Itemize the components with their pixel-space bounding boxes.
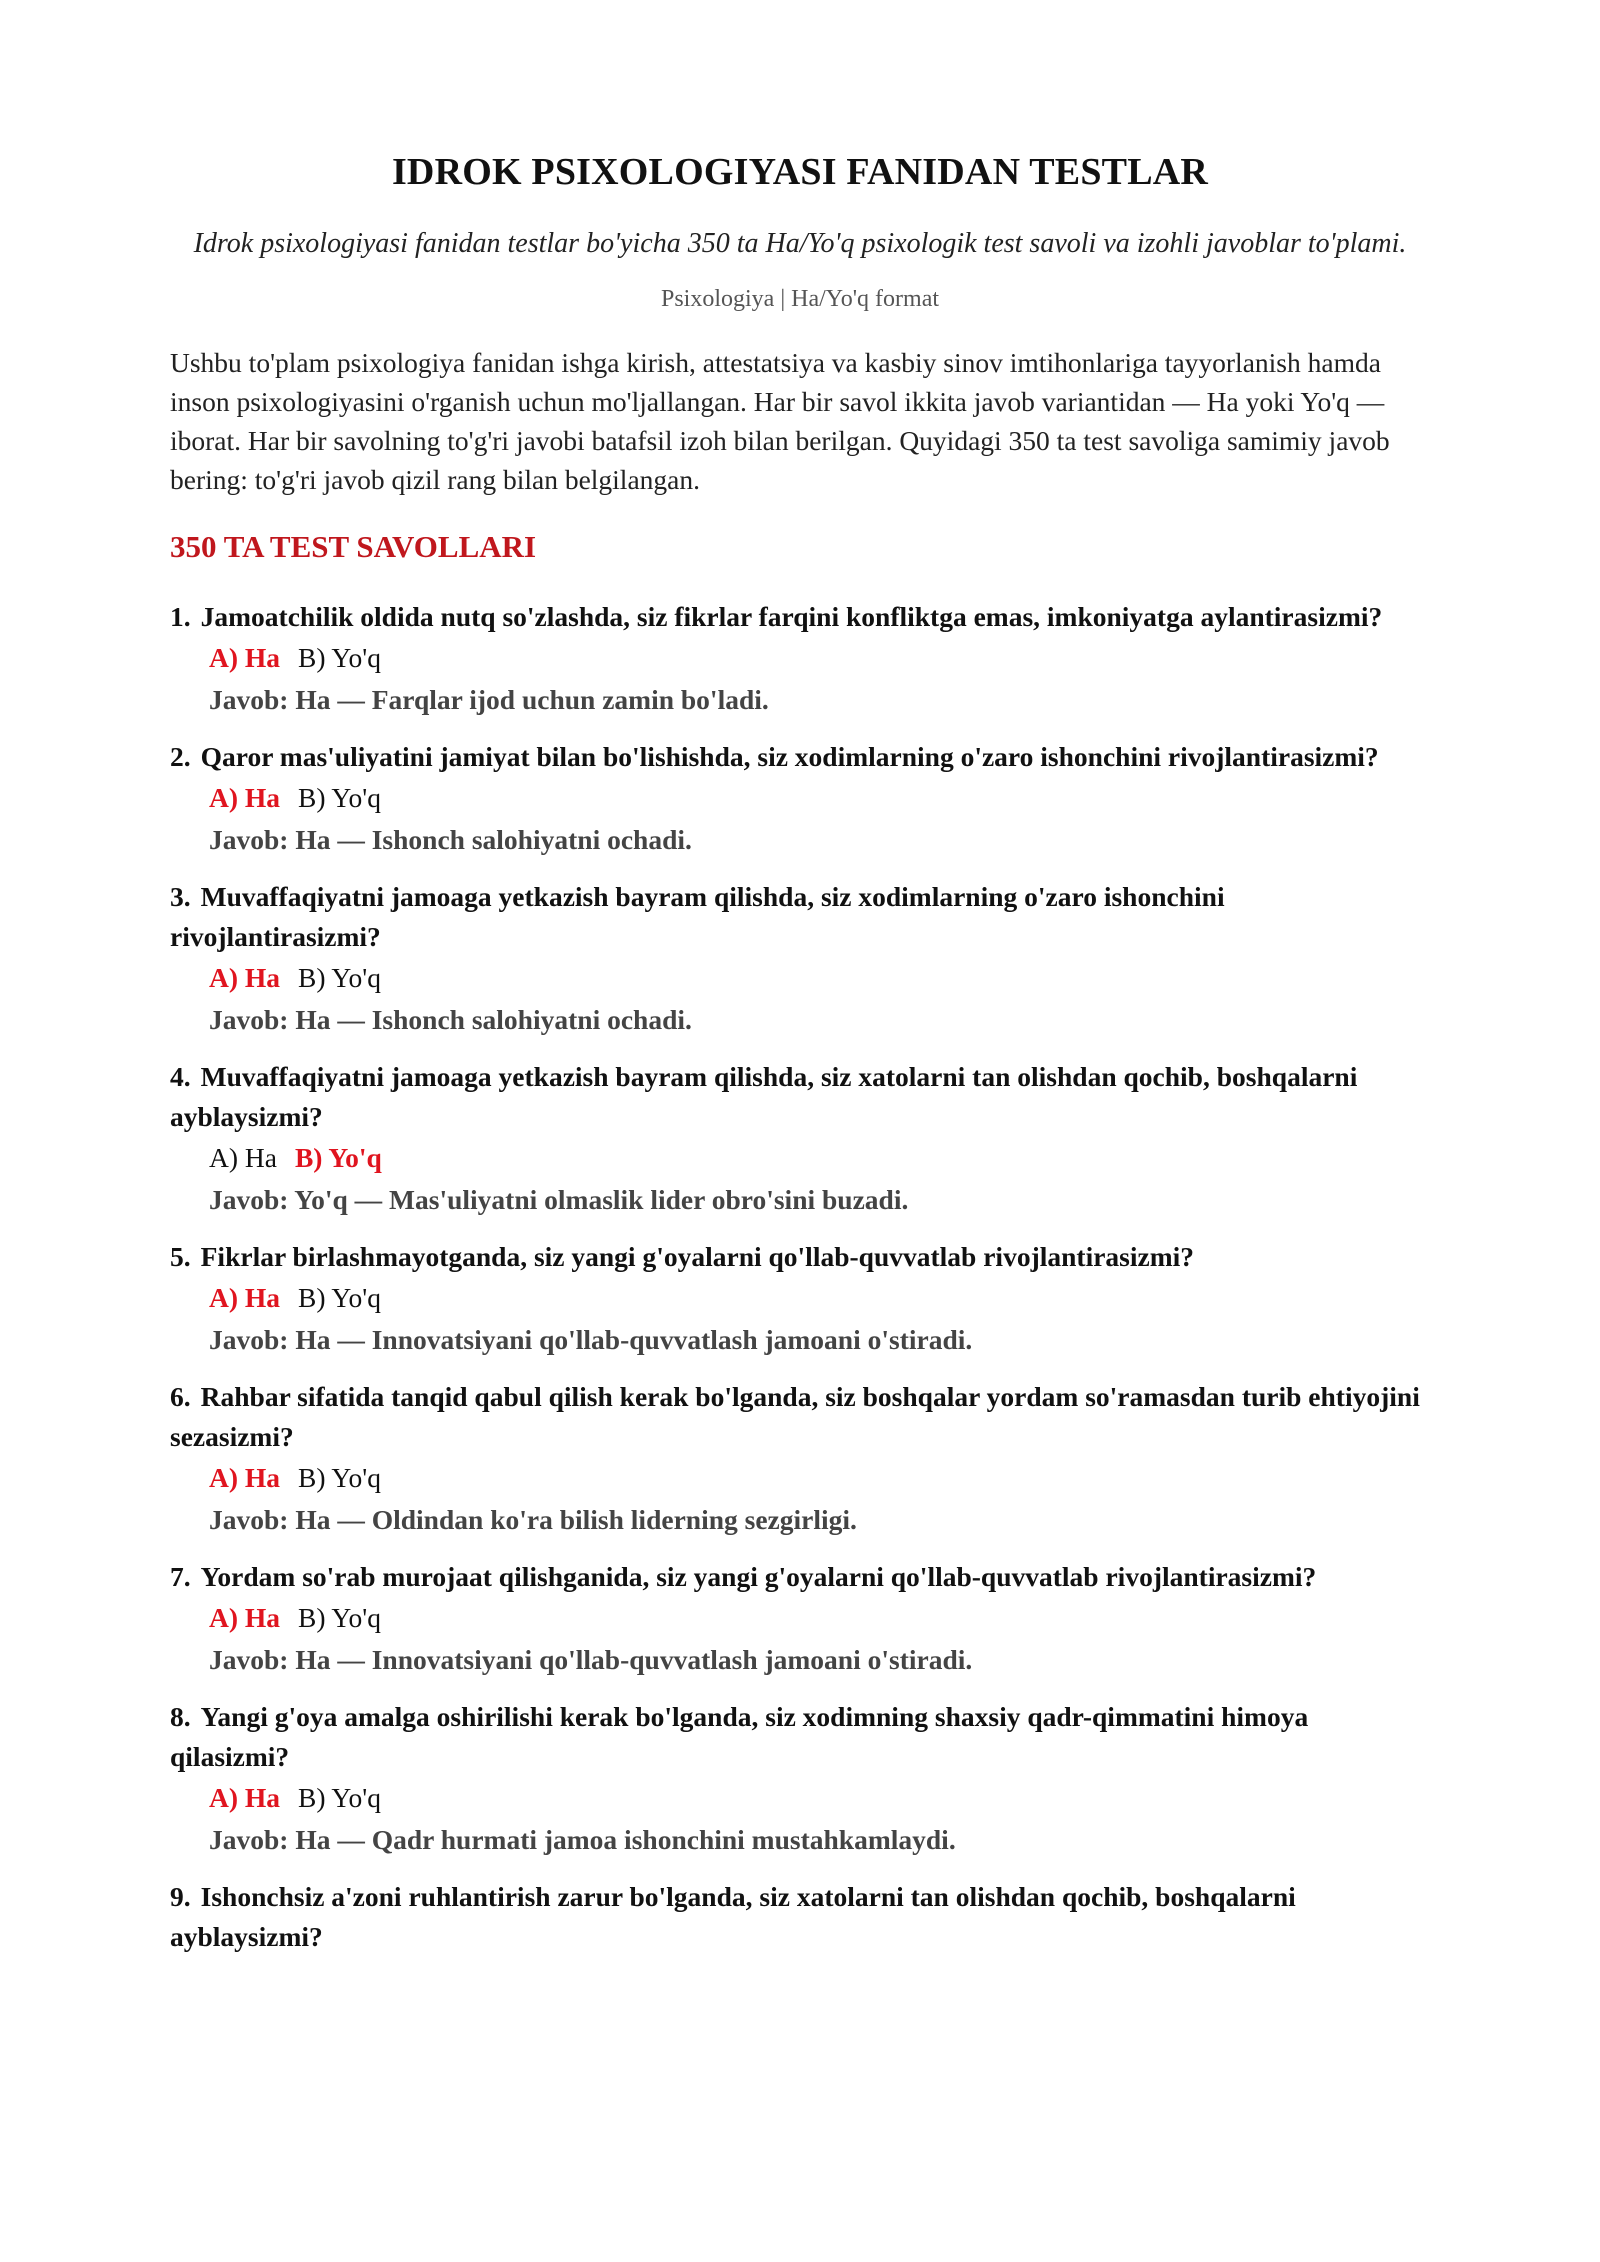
document-page bbox=[170, 150, 1430, 1973]
question-list bbox=[170, 597, 1430, 1957]
question-options bbox=[170, 1457, 1430, 1499]
option-a[interactable]: A) Ha bbox=[209, 642, 281, 673]
question-text bbox=[170, 877, 1430, 957]
question-body: Muvaffaqiyatni jamoaga yetkazish bayram qilishda, siz xatolarni tan olishdan qochib, boshqalarni ayblaysizmi? bbox=[170, 1061, 1358, 1132]
question-body: Yangi g'oya amalga oshirilishi kerak bo'lganda, siz xodimning shaxsiy qadr-qimmatini himoya qilasizmi? bbox=[170, 1701, 1309, 1772]
question-body: Fikrlar birlashmayotganda, siz yangi g'oyalarni qo'llab-quvvatlab rivojlantirasizmi? bbox=[200, 1241, 1195, 1272]
question-text bbox=[170, 1057, 1430, 1137]
option-a[interactable]: A) Ha bbox=[209, 1142, 277, 1173]
question-body: Qaror mas'uliyatini jamiyat bilan bo'lishishda, siz xodimlarning o'zaro ishonchini rivojlantirasizmi? bbox=[200, 741, 1379, 772]
question-options bbox=[170, 1137, 1430, 1179]
answer-explanation: Javob: Ha — Ishonch salohiyatni ochadi. bbox=[209, 1004, 692, 1035]
option-b[interactable]: B) Yo'q bbox=[298, 1462, 381, 1493]
question-item bbox=[170, 1237, 1430, 1361]
question-item bbox=[170, 737, 1430, 861]
answer-explanation: Javob: Ha — Qadr hurmati jamoa ishonchini mustahkamlaydi. bbox=[209, 1824, 956, 1855]
question-options bbox=[170, 1597, 1430, 1639]
option-b[interactable]: B) Yo'q bbox=[298, 1282, 381, 1313]
option-a[interactable]: A) Ha bbox=[209, 1782, 281, 1813]
question-options bbox=[170, 777, 1430, 819]
option-a[interactable]: A) Ha bbox=[209, 962, 281, 993]
answer-explanation: Javob: Ha — Farqlar ijod uchun zamin bo'ladi. bbox=[209, 684, 769, 715]
answer-explanation: Javob: Ha — Oldindan ko'ra bilish liderning sezgirligi. bbox=[209, 1504, 857, 1535]
question-number: 1. bbox=[170, 601, 191, 632]
question-options bbox=[170, 637, 1430, 679]
option-a[interactable]: A) Ha bbox=[209, 1282, 281, 1313]
option-b[interactable]: B) Yo'q bbox=[294, 1142, 382, 1173]
option-b[interactable]: B) Yo'q bbox=[298, 782, 381, 813]
question-body: Yordam so'rab murojaat qilishganida, siz yangi g'oyalarni qo'llab-quvvatlab rivojlantirasizmi? bbox=[200, 1561, 1317, 1592]
option-b[interactable]: B) Yo'q bbox=[298, 1602, 381, 1633]
question-number: 3. bbox=[170, 881, 191, 912]
question-item bbox=[170, 1377, 1430, 1541]
question-text bbox=[170, 737, 1430, 777]
answer-explanation: Javob: Ha — Ishonch salohiyatni ochadi. bbox=[209, 824, 692, 855]
question-options bbox=[170, 1777, 1430, 1819]
question-body: Muvaffaqiyatni jamoaga yetkazish bayram qilishda, siz xodimlarning o'zaro ishonchini rivojlantirasizmi? bbox=[170, 881, 1225, 952]
answer-explanation: Javob: Ha — Innovatsiyani qo'llab-quvvatlash jamoani o'stiradi. bbox=[209, 1324, 973, 1355]
question-number: 2. bbox=[170, 741, 191, 772]
question-item bbox=[170, 1557, 1430, 1681]
option-b[interactable]: B) Yo'q bbox=[298, 642, 381, 673]
question-options bbox=[170, 957, 1430, 999]
document-meta: Psixologiya | Ha/Yo'q format bbox=[660, 286, 940, 312]
question-text bbox=[170, 1237, 1430, 1277]
question-text bbox=[170, 1557, 1430, 1597]
option-b[interactable]: B) Yo'q bbox=[298, 1782, 381, 1813]
question-item bbox=[170, 1057, 1430, 1221]
question-number: 7. bbox=[170, 1561, 191, 1592]
question-text bbox=[170, 1877, 1430, 1957]
question-text bbox=[170, 597, 1430, 637]
question-item bbox=[170, 877, 1430, 1041]
document-subtitle: Idrok psixologiyasi fanidan testlar bo'yicha 350 ta Ha/Yo'q psixologik test savoli va izohli javoblar to'plami. bbox=[193, 228, 1407, 259]
question-text bbox=[170, 1377, 1430, 1457]
answer-explanation: Javob: Yo'q — Mas'uliyatni olmaslik lider obro'sini buzadi. bbox=[209, 1184, 909, 1215]
section-title: 350 TA TEST SAVOLLARI bbox=[170, 529, 537, 564]
option-a[interactable]: A) Ha bbox=[209, 782, 281, 813]
question-number: 5. bbox=[170, 1241, 191, 1272]
question-item bbox=[170, 597, 1430, 721]
question-number: 9. bbox=[170, 1881, 191, 1912]
question-item bbox=[170, 1697, 1430, 1861]
question-number: 4. bbox=[170, 1061, 191, 1092]
answer-explanation: Javob: Ha — Innovatsiyani qo'llab-quvvatlash jamoani o'stiradi. bbox=[209, 1644, 973, 1675]
option-a[interactable]: A) Ha bbox=[209, 1602, 281, 1633]
question-body: Rahbar sifatida tanqid qabul qilish kerak bo'lganda, siz boshqalar yordam so'ramasdan turib ehtiyojini sezasizmi? bbox=[170, 1381, 1420, 1452]
option-a[interactable]: A) Ha bbox=[209, 1462, 281, 1493]
question-text bbox=[170, 1697, 1430, 1777]
option-b[interactable]: B) Yo'q bbox=[298, 962, 381, 993]
question-number: 8. bbox=[170, 1701, 191, 1732]
question-body: Ishonchsiz a'zoni ruhlantirish zarur bo'lganda, siz xatolarni tan olishdan qochib, boshqalarni ayblaysizmi? bbox=[170, 1881, 1296, 1952]
intro-paragraph: Ushbu to'plam psixologiya fanidan ishga kirish, attestatsiya va kasbiy sinov imtihonlariga tayyorlanish hamda inson psixologiyasini o'rganish uchun mo'ljallangan. Har bir savol ikkita javob variantidan — Ha yoki Yo'q — iborat. Har bir savolning to'g'ri javobi batafsil izoh bilan berilgan. Quyidagi 350 ta test savoliga samimiy javob bering: to'g'ri javob qizil rang bilan belgilangan. bbox=[170, 347, 1390, 495]
question-number: 6. bbox=[170, 1381, 191, 1412]
document-title: IDROK PSIXOLOGIYASI FANIDAN TESTLAR bbox=[391, 151, 1209, 193]
question-options bbox=[170, 1277, 1430, 1319]
question-body: Jamoatchilik oldida nutq so'zlashda, siz fikrlar farqini konfliktga emas, imkoniyatga aylantirasizmi? bbox=[200, 601, 1383, 632]
question-item bbox=[170, 1877, 1430, 1957]
